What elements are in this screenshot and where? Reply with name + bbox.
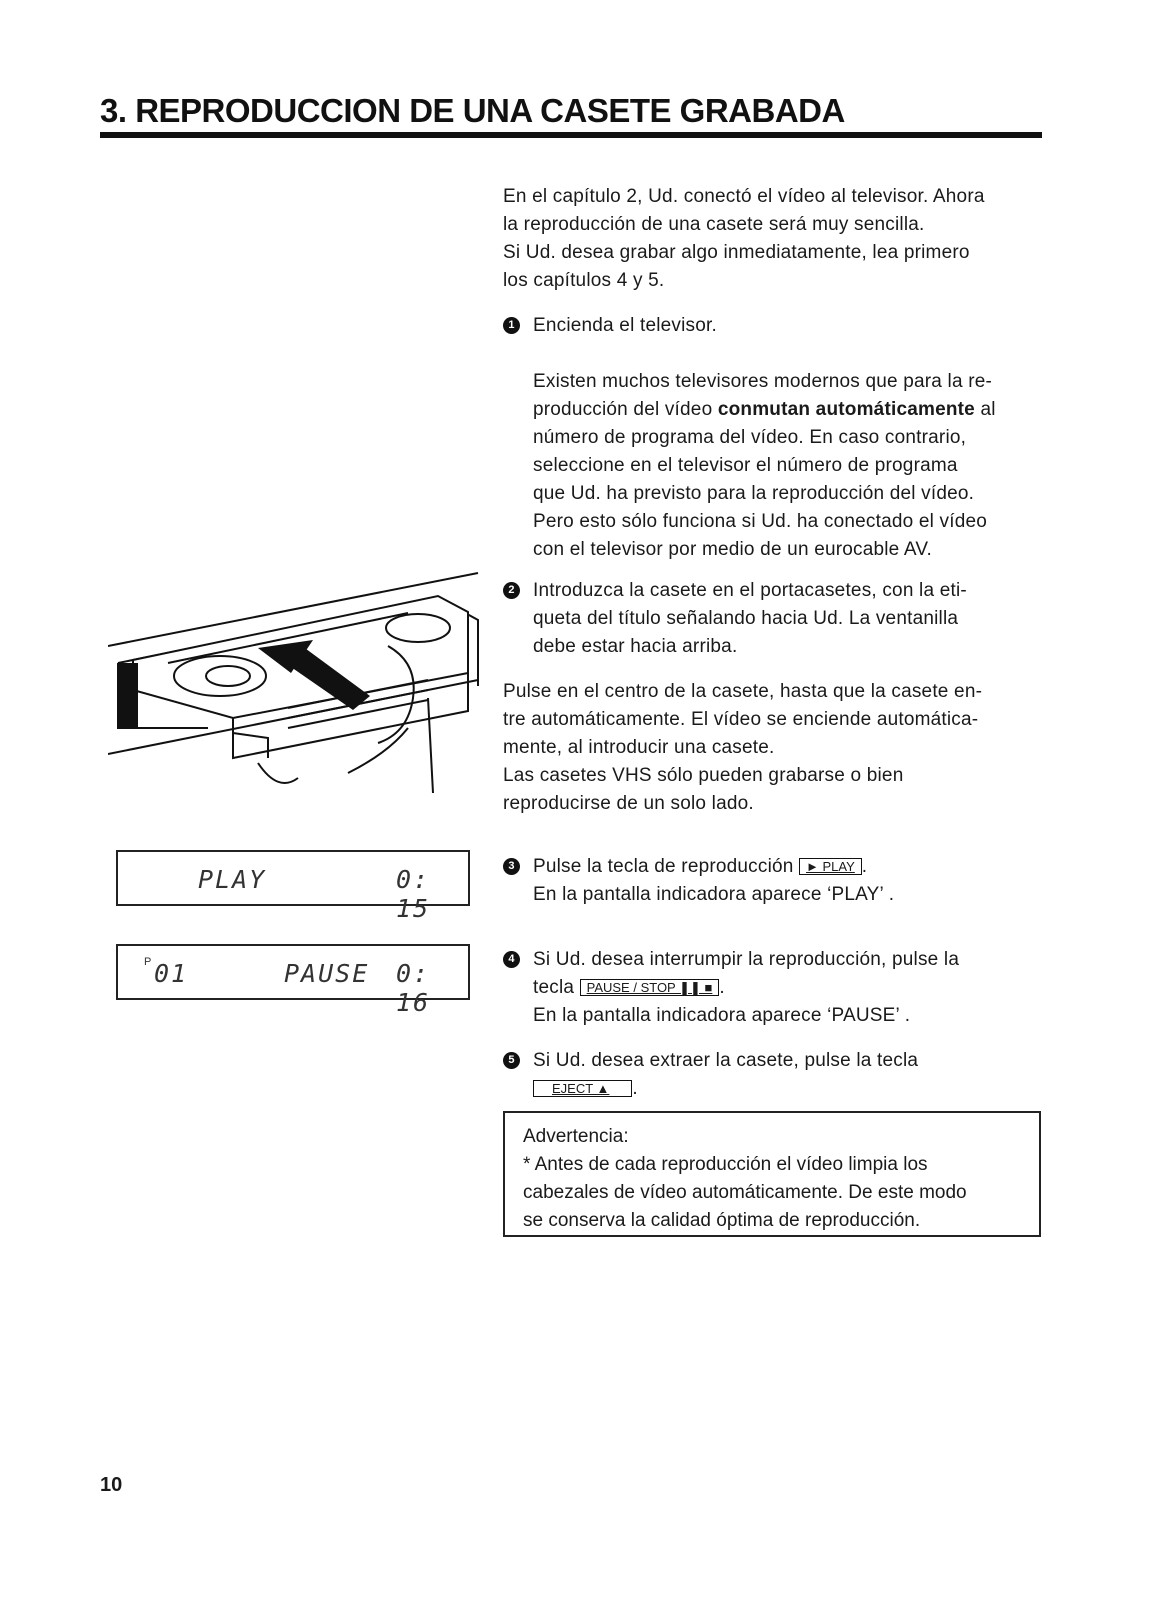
note-emphasis: conmutan automáticamente: [717, 399, 975, 420]
pause-stop-key-label: PAUSE / STOP ❚❚ ■: [580, 979, 720, 996]
step-line: Introduzca la casete en el portacasetes, con la eti-: [533, 580, 967, 601]
warning-line: se conserva la calidad óptima de reproducción.: [523, 1210, 921, 1231]
note-line: Pero esto sólo funciona si Ud. ha conectado el vídeo: [533, 511, 988, 532]
display-program-number: 01: [154, 959, 189, 988]
step-line: Pulse la tecla de reproducción ► PLAY .: [533, 856, 868, 877]
display-time: 0: 15: [396, 865, 431, 923]
play-key-label: ► PLAY: [799, 858, 862, 875]
cassette-insert-illustration: [108, 568, 488, 798]
intro-line: los capítulos 4 y 5.: [503, 270, 665, 291]
step-number-badge: 1: [503, 317, 520, 334]
step-text: Encienda el televisor.: [533, 315, 717, 336]
warning-box: [503, 1111, 1041, 1237]
note-line: que Ud. ha previsto para la reproducción del vídeo.: [533, 483, 975, 504]
step-line: tecla PAUSE / STOP ❚❚ ■ .: [533, 977, 725, 998]
warning-line: * Antes de cada reproducción el vídeo limpia los: [523, 1154, 928, 1175]
step-line: queta del título señalando hacia Ud. La ventanilla: [533, 608, 959, 629]
display-program-marker: P: [144, 956, 154, 968]
step-number-badge: 2: [503, 582, 520, 599]
lcd-display-pause: [116, 944, 470, 1017]
display-time: 0: 16: [396, 959, 431, 1017]
note-line: [533, 396, 996, 424]
intro-line: Si Ud. desea grabar algo inmediatamente, lea primero: [503, 242, 970, 263]
note-line: con el televisor por medio de un eurocable AV.: [533, 539, 932, 560]
detail-line: Pulse en el centro de la casete, hasta que la casete en-: [503, 681, 983, 702]
title-underline: [100, 132, 1042, 138]
page-number: 10: [100, 1474, 123, 1496]
step-line: En la pantalla indicadora aparece ‘PLAY’ .: [533, 884, 895, 905]
step-number-badge: 4: [503, 951, 520, 968]
detail-line: tre automáticamente. El vídeo se enciende automática-: [503, 709, 979, 730]
step-line: En la pantalla indicadora aparece ‘PAUSE’ .: [533, 1005, 911, 1026]
lcd-display-play: [116, 850, 470, 923]
intro-line: En el capítulo 2, Ud. conectó el vídeo al televisor. Ahora: [503, 186, 985, 207]
step-line: Si Ud. desea interrumpir la reproducción, pulse la: [533, 949, 960, 970]
note-line: Existen muchos televisores modernos que para la re-: [533, 371, 993, 392]
intro-line: la reproducción de una casete será muy sencilla.: [503, 214, 925, 235]
warning-line: cabezales de vídeo automáticamente. De este modo: [523, 1182, 967, 1203]
step-text: tecla: [533, 977, 575, 998]
step-line: debe estar hacia arriba.: [533, 636, 738, 657]
step-number-badge: 3: [503, 858, 520, 875]
step-number-badge: 5: [503, 1052, 520, 1069]
step-line: EJECT ▲ .: [533, 1075, 638, 1103]
detail-line: mente, al introducir una casete.: [503, 737, 775, 758]
note-line: seleccione en el televisor el número de programa: [533, 455, 958, 476]
note-text: producción del vídeo: [533, 399, 713, 420]
page-title: 3. REPRODUCCION DE UNA CASETE GRABADA: [100, 92, 845, 129]
detail-line: Las casetes VHS sólo pueden grabarse o bien: [503, 765, 904, 786]
note-text: al: [980, 399, 996, 420]
step-line: Si Ud. desea extraer la casete, pulse la tecla: [533, 1050, 919, 1071]
warning-title: Advertencia:: [523, 1126, 629, 1147]
slot-shadow: [118, 663, 138, 728]
display-mode: PAUSE: [284, 959, 370, 988]
detail-line: reproducirse de un solo lado.: [503, 793, 754, 814]
step-text: Pulse la tecla de reproducción: [533, 856, 794, 877]
note-line: número de programa del vídeo. En caso contrario,: [533, 427, 967, 448]
display-mode: PLAY: [198, 865, 267, 894]
eject-key-label: EJECT ▲: [533, 1080, 632, 1097]
